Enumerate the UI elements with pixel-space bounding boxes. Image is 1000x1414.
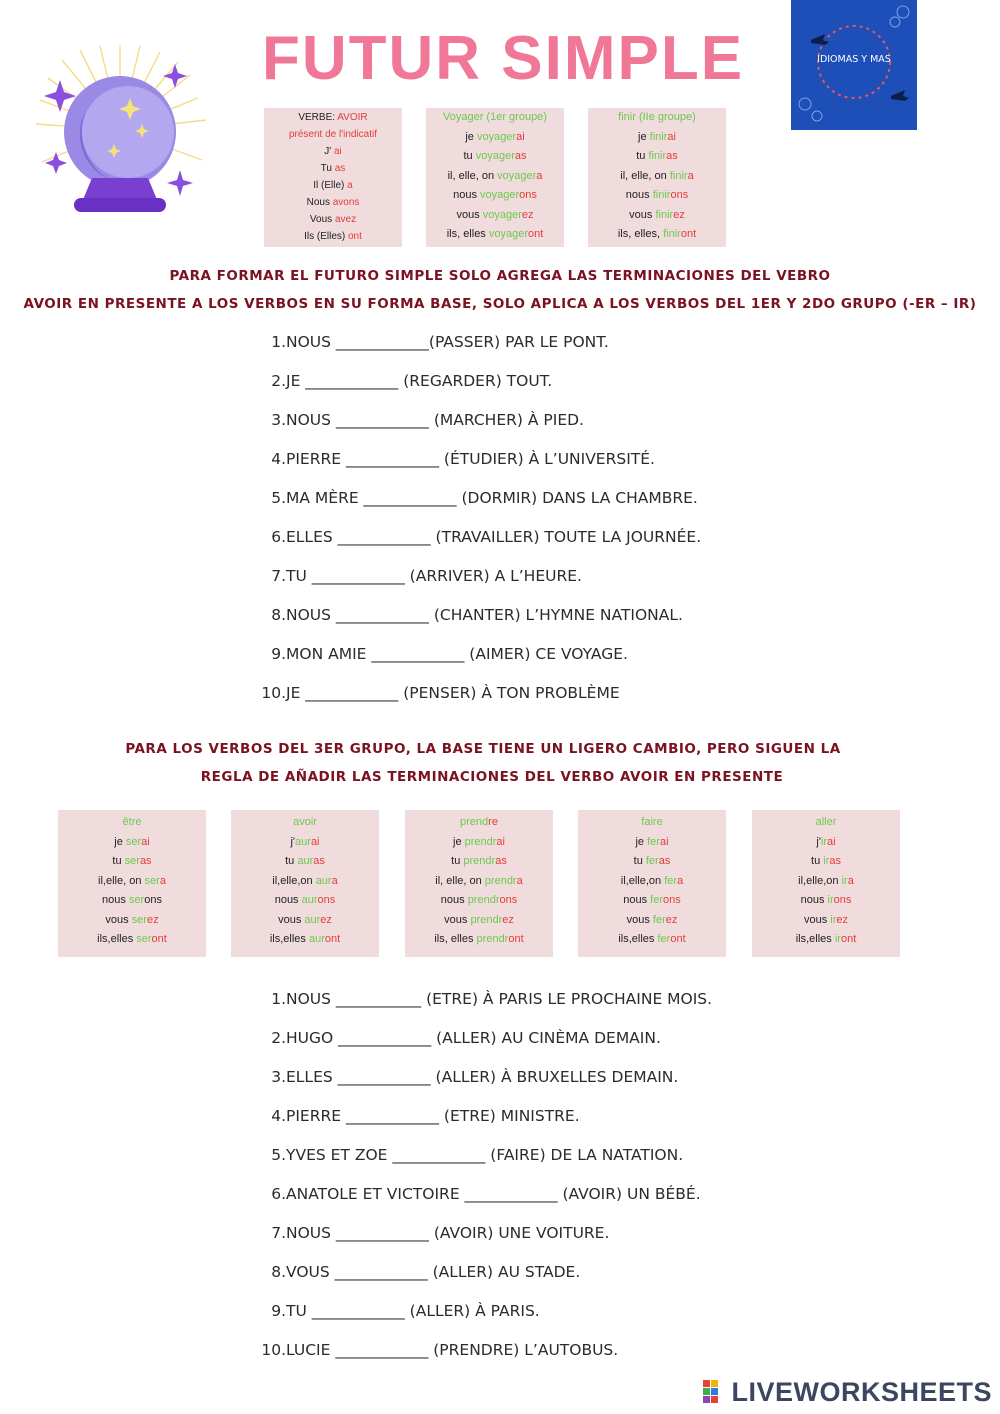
conjugation-line: [752, 891, 900, 911]
conjugation-line: [264, 109, 402, 126]
conjugation-segment: vous: [105, 913, 132, 926]
conjugation-segment: avez: [334, 214, 357, 225]
exercise-number: 8.: [271, 606, 286, 624]
conjugation-segment: ai: [496, 835, 505, 848]
conjugation-segment: voyager: [480, 189, 520, 201]
exercise-number: 6.: [271, 1185, 286, 1203]
conjugation-segment: vous: [803, 913, 831, 926]
conjugation-line: [752, 833, 900, 853]
conjugation-segment: nous: [625, 189, 653, 201]
conjugation-segment: nous: [800, 894, 828, 906]
exercise-text: MA MÈRE ____________ (DORMIR) DANS LA CHAMBRE.: [286, 489, 698, 507]
conjugation-segment: ez: [320, 913, 332, 926]
conjugation-segment: tu: [112, 855, 125, 867]
conjugation-segment: ser: [125, 835, 142, 848]
exercise-number: 7.: [271, 567, 286, 585]
liveworksheets-logo-icon: [703, 1380, 727, 1404]
conjugation-segment: fer: [645, 855, 659, 867]
conjugation-segment: ir: [841, 874, 848, 887]
conjugation-segment: ons: [144, 894, 162, 906]
conjugation-segment: ir: [827, 894, 834, 906]
conjugation-segment: prendr: [484, 874, 517, 887]
conjugation-segment: je: [114, 835, 126, 848]
conjugation-segment: nous: [102, 894, 129, 906]
conjugation-line: [264, 194, 402, 211]
conjugation-segment: finir: [663, 228, 681, 240]
conjugation-segment: Il (Elle): [313, 180, 348, 191]
conjugation-segment: être: [122, 816, 142, 828]
exercise-item: [250, 1224, 609, 1242]
exercise-number: 5.: [271, 489, 286, 507]
exercise-item: [250, 333, 609, 351]
conjugation-segment: finir: [649, 130, 668, 143]
conjugation-line: [231, 872, 379, 892]
conjugation-segment: Vous: [309, 214, 335, 225]
conjugation-segment: prendr: [470, 913, 503, 926]
exercise-text: VOUS ____________ (ALLER) AU STADE.: [286, 1263, 581, 1281]
conjugation-segment: vous: [456, 208, 483, 221]
conjugation-segment: ai: [333, 146, 342, 157]
conjugation-segment: finir: [648, 150, 667, 162]
exercise-item: [250, 1068, 678, 1086]
exercise-text: MON AMIE ____________ (AIMER) CE VOYAGE.: [286, 645, 628, 663]
conjugation-segment: ils, elles: [446, 228, 489, 240]
conjugation-segment: as: [313, 855, 325, 867]
conjugation-line: [426, 167, 564, 187]
conjugation-segment: il,elle, on: [98, 874, 145, 887]
conjugation-segment: ez: [521, 208, 534, 221]
exercise-text: NOUS ____________(PASSER) PAR LE PONT.: [286, 333, 609, 351]
exercise-item: [250, 1146, 683, 1164]
conjugation-segment: ez: [146, 913, 159, 926]
conjugation-box-avoir: [264, 108, 402, 247]
conjugation-segment: aur: [297, 855, 314, 867]
exercise-item: [250, 411, 584, 429]
conjugation-segment: ons: [317, 894, 336, 906]
conjugation-segment: tu: [636, 150, 649, 162]
exercise-number: 7.: [271, 1224, 286, 1242]
conjugation-segment: ai: [659, 835, 669, 848]
conjugation-line: [588, 167, 726, 187]
conjugation-segment: as: [666, 150, 678, 162]
conjugation-line: [588, 186, 726, 206]
conjugation-line: [405, 872, 553, 892]
conjugation-line: [752, 852, 900, 872]
conjugation-segment: as: [658, 855, 671, 867]
conjugation-segment: fer: [650, 894, 663, 906]
conjugation-line: [588, 128, 726, 148]
conjugation-segment: ils,elles: [269, 933, 309, 945]
conjugation-segment: ser: [124, 855, 140, 867]
conjugation-segment: a: [687, 169, 694, 182]
exercise-text: NOUS ____________ (CHANTER) L’HYMNE NATIONAL.: [286, 606, 683, 624]
conjugation-line: [264, 126, 402, 143]
conjugation-segment: nous: [274, 894, 302, 906]
conjugation-line: [264, 160, 402, 177]
conjugation-segment: ser: [144, 874, 160, 887]
conjugation-segment: ils, elles: [434, 933, 477, 945]
exercise-text: TU ____________ (ALLER) À PARIS.: [286, 1302, 540, 1320]
exercise-item: [250, 645, 628, 663]
conjugation-line: [264, 177, 402, 194]
conjugation-segment: il, elle, on: [447, 169, 498, 182]
conjugation-box-avoir-future: [231, 810, 379, 957]
conjugation-box-prendre: [405, 810, 553, 957]
conjugation-segment: présent de l'indicatif: [288, 129, 378, 140]
conjugation-segment: ir: [830, 913, 837, 926]
conjugation-segment: voyager: [475, 150, 515, 162]
conjugation-segment: finir (IIe groupe): [618, 111, 696, 123]
conjugation-segment: faire: [641, 816, 663, 828]
conjugation-segment: tu: [633, 855, 646, 867]
conjugation-line: [578, 852, 726, 872]
conjugation-line: [752, 872, 900, 892]
exercise-text: ANATOLE ET VICTOIRE ____________ (AVOIR) UN BÉBÉ.: [286, 1185, 701, 1203]
conjugation-line: [405, 852, 553, 872]
conjugation-segment: finir: [652, 189, 671, 201]
exercise-text: TU ____________ (ARRIVER) A L’HEURE.: [286, 567, 582, 585]
conjugation-segment: a: [516, 874, 523, 887]
conjugation-segment: voyager: [482, 208, 522, 221]
conjugation-segment: prendr: [476, 933, 509, 945]
exercise-item: [250, 1302, 540, 1320]
conjugation-segment: a: [331, 874, 338, 887]
exercise-item: [250, 567, 582, 585]
conjugation-segment: tu: [451, 855, 464, 867]
conjugation-line: [58, 891, 206, 911]
exercise-text: NOUS ____________ (MARCHER) À PIED.: [286, 411, 584, 429]
conjugation-segment: avoir: [293, 816, 317, 828]
conjugation-segment: voyager: [476, 130, 517, 143]
conjugation-segment: ons: [519, 189, 537, 201]
conjugation-line: [231, 813, 379, 833]
conjugation-segment: ai: [827, 835, 836, 848]
conjugation-line: [264, 143, 402, 160]
conjugation-segment: ir: [820, 835, 828, 848]
conjugation-line: [231, 930, 379, 950]
exercise-text: ELLES ____________ (ALLER) À BRUXELLES DEMAIN.: [286, 1068, 679, 1086]
conjugation-line: [405, 930, 553, 950]
exercise-number: 9.: [271, 645, 286, 663]
conjugation-segment: ont: [324, 933, 341, 945]
conjugation-segment: J': [324, 146, 334, 157]
conjugation-line: [588, 147, 726, 167]
conjugation-segment: as: [334, 163, 346, 174]
conjugation-segment: ons: [499, 894, 518, 906]
exercise-text: PIERRE ____________ (ETRE) MINISTRE.: [286, 1107, 580, 1125]
conjugation-segment: ont: [151, 933, 167, 945]
conjugation-segment: nous: [440, 894, 468, 906]
exercise-item: [250, 1107, 580, 1125]
exercise-number: 3.: [271, 1068, 286, 1086]
conjugation-segment: j': [290, 835, 296, 848]
conjugation-segment: a: [677, 874, 684, 887]
conjugation-line: [578, 872, 726, 892]
conjugation-segment: tu: [285, 855, 298, 867]
conjugation-segment: ils,elles: [795, 933, 835, 945]
conjugation-box-etre: [58, 810, 206, 957]
conjugation-line: [426, 147, 564, 167]
conjugation-segment: ons: [663, 894, 681, 906]
conjugation-line: [578, 891, 726, 911]
conjugation-segment: aur: [304, 913, 321, 926]
exercise-text: NOUS ____________ (AVOIR) UNE VOITURE.: [286, 1224, 610, 1242]
conjugation-segment: ils,elles: [618, 933, 658, 945]
conjugation-segment: Ils (Elles): [304, 231, 348, 242]
conjugation-line: [405, 891, 553, 911]
conjugation-segment: Tu: [320, 163, 335, 174]
conjugation-segment: ez: [665, 913, 678, 926]
instruction-line: REGLA DE AÑADIR LAS TERMINACIONES DEL VERBO AVOIR EN PRESENTE: [200, 769, 784, 785]
conjugation-segment: il, elle, on: [435, 874, 485, 887]
exercise-text: NOUS ___________ (ETRE) À PARIS LE PROCHAINE MOIS.: [286, 990, 713, 1008]
exercise-number: 10.: [261, 1341, 286, 1359]
conjugation-line: [405, 833, 553, 853]
exercise-text: PIERRE ____________ (ÉTUDIER) À L’UNIVERSITÉ.: [286, 450, 655, 468]
exercise-number: 10.: [261, 684, 286, 702]
conjugation-line: [578, 911, 726, 931]
conjugation-segment: ons: [670, 189, 689, 201]
conjugation-segment: fer: [647, 835, 660, 848]
conjugation-line: [231, 852, 379, 872]
conjugation-segment: je: [465, 130, 477, 143]
conjugation-segment: vous: [629, 208, 656, 221]
conjugation-segment: as: [139, 855, 152, 867]
conjugation-segment: avons: [332, 197, 360, 208]
instruction-line: AVOIR EN PRESENTE A LOS VERBOS EN SU FORMA BASE, SOLO APLICA A LOS VERBOS DEL 1ER Y 2DO GRUPO (-ER – IR): [23, 296, 977, 312]
conjugation-segment: a: [159, 874, 166, 887]
conjugation-line: [58, 872, 206, 892]
conjugation-segment: voyager: [497, 169, 537, 182]
conjugation-segment: ir: [834, 933, 841, 945]
conjugation-segment: nous: [453, 189, 481, 201]
conjugation-segment: prendr: [467, 894, 500, 906]
conjugation-segment: a: [347, 180, 353, 191]
exercise-number: 8.: [271, 1263, 286, 1281]
conjugation-segment: prendr: [464, 835, 497, 848]
conjugation-line: [231, 833, 379, 853]
exercise-text: YVES ET ZOE ____________ (FAIRE) DE LA NATATION.: [286, 1146, 684, 1164]
conjugation-segment: je: [638, 130, 650, 143]
brand-logo: [791, 0, 917, 130]
conjugation-line: [588, 225, 726, 245]
conjugation-line: [405, 911, 553, 931]
conjugation-segment: voyager: [488, 228, 529, 240]
conjugation-box-faire: [578, 810, 726, 957]
exercise-number: 4.: [271, 1107, 286, 1125]
conjugation-segment: Nous: [306, 197, 333, 208]
conjugation-segment: VERBE:: [298, 112, 338, 123]
conjugation-segment: Voyager (1er groupe): [443, 111, 547, 123]
conjugation-segment: aur: [295, 835, 311, 848]
conjugation-segment: prend: [460, 816, 489, 828]
conjugation-segment: ils, elles,: [617, 228, 664, 240]
conjugation-line: [426, 225, 564, 245]
conjugation-segment: ont: [670, 933, 686, 945]
instruction-line: PARA LOS VERBOS DEL 3ER GRUPO, LA BASE TIENE UN LIGERO CAMBIO, PERO SIGUEN LA: [125, 741, 841, 757]
exercise-text: ELLES ____________ (TRAVAILLER) TOUTE LA JOURNÉE.: [286, 528, 702, 546]
conjugation-line: [752, 911, 900, 931]
conjugation-segment: ez: [836, 913, 849, 926]
conjugation-segment: AVOIR: [337, 112, 368, 123]
conjugation-line: [231, 891, 379, 911]
conjugation-box-aller: [752, 810, 900, 957]
conjugation-line: [578, 813, 726, 833]
conjugation-box-finir: [588, 108, 726, 247]
conjugation-segment: ser: [131, 913, 147, 926]
conjugation-segment: fer: [657, 933, 671, 945]
exercise-item: [250, 606, 683, 624]
conjugation-segment: nous: [623, 894, 651, 906]
conjugation-segment: il,elle,on: [272, 874, 316, 887]
conjugation-line: [578, 833, 726, 853]
conjugation-segment: ai: [310, 835, 320, 848]
conjugation-segment: ez: [673, 208, 685, 221]
conjugation-segment: ez: [502, 913, 514, 926]
conjugation-segment: finir: [669, 169, 688, 182]
exercise-item: [250, 684, 620, 702]
exercise-number: 4.: [271, 450, 286, 468]
conjugation-line: [264, 211, 402, 228]
instruction-line: PARA FORMAR EL FUTURO SIMPLE SOLO AGREGA LAS TERMINACIONES DEL VEBRO: [169, 268, 831, 284]
conjugation-segment: ons: [833, 894, 852, 906]
exercise-item: [250, 528, 701, 546]
conjugation-line: [58, 813, 206, 833]
conjugation-segment: a: [536, 169, 543, 182]
conjugation-line: [588, 206, 726, 226]
conjugation-segment: ont: [680, 228, 697, 240]
conjugation-segment: il,elle,on: [620, 874, 665, 887]
conjugation-segment: vous: [626, 913, 653, 926]
conjugation-segment: il,elle,on: [798, 874, 842, 887]
conjugation-line: [426, 206, 564, 226]
conjugation-segment: ils,elles: [97, 933, 137, 945]
conjugation-segment: j': [816, 835, 821, 848]
conjugation-segment: aur: [301, 894, 318, 906]
conjugation-segment: fer: [652, 913, 666, 926]
conjugation-line: [426, 186, 564, 206]
exercise-item: [250, 1341, 618, 1359]
conjugation-segment: a: [847, 874, 854, 887]
conjugation-segment: ai: [516, 130, 525, 143]
conjugation-box-voyager: [426, 108, 564, 247]
exercise-number: 9.: [271, 1302, 286, 1320]
exercise-item: [250, 990, 712, 1008]
conjugation-segment: il, elle, on: [620, 169, 670, 182]
exercise-number: 6.: [271, 528, 286, 546]
conjugation-segment: aur: [308, 933, 325, 945]
conjugation-line: [58, 852, 206, 872]
conjugation-line: [588, 108, 726, 128]
conjugation-segment: as: [514, 150, 527, 162]
conjugation-line: [264, 228, 402, 245]
exercise-number: 1.: [271, 333, 286, 351]
conjugation-segment: je: [453, 835, 465, 848]
conjugation-segment: ser: [128, 894, 145, 906]
exercise-item: [250, 1263, 580, 1281]
conjugation-line: [58, 833, 206, 853]
conjugation-line: [578, 930, 726, 950]
conjugation-segment: tu: [463, 150, 476, 162]
conjugation-segment: vous: [444, 913, 471, 926]
exercise-number: 5.: [271, 1146, 286, 1164]
conjugation-segment: ir: [823, 855, 830, 867]
page-title: FUTUR SIMPLE: [262, 24, 745, 93]
exercise-text: JE ____________ (REGARDER) TOUT.: [286, 372, 553, 390]
conjugation-line: [405, 813, 553, 833]
exercise-item: [250, 450, 655, 468]
exercise-number: 1.: [271, 990, 286, 1008]
exercise-item: [250, 1185, 701, 1203]
exercise-text: JE ____________ (PENSER) À TON PROBLÈME: [286, 684, 620, 702]
conjugation-line: [58, 911, 206, 931]
exercise-text: HUGO ____________ (ALLER) AU CINÈMA DEMAIN.: [286, 1029, 661, 1047]
exercise-item: [250, 489, 698, 507]
exercise-item: [250, 372, 552, 390]
conjugation-segment: prendr: [463, 855, 496, 867]
conjugation-segment: ont: [528, 228, 544, 240]
exercise-number: 2.: [271, 372, 286, 390]
crystal-ball-icon: [30, 40, 210, 220]
conjugation-line: [426, 128, 564, 148]
conjugation-line: [752, 813, 900, 833]
conjugation-segment: ai: [667, 130, 676, 143]
conjugation-line: [426, 108, 564, 128]
conjugation-segment: as: [829, 855, 841, 867]
logo-emblem-icon: [791, 0, 917, 130]
exercise-item: [250, 1029, 661, 1047]
conjugation-segment: je: [635, 835, 648, 848]
conjugation-segment: aur: [315, 874, 332, 887]
conjugation-line: [231, 911, 379, 931]
conjugation-segment: finir: [655, 208, 674, 221]
exercise-number: 3.: [271, 411, 286, 429]
exercise-text: LUCIE ____________ (PRENDRE) L’AUTOBUS.: [286, 1341, 619, 1359]
conjugation-segment: ser: [136, 933, 152, 945]
conjugation-segment: tu: [811, 855, 824, 867]
conjugation-segment: ont: [348, 231, 362, 242]
conjugation-line: [58, 930, 206, 950]
conjugation-segment: aller: [815, 816, 837, 828]
conjugation-segment: ai: [141, 835, 150, 848]
conjugation-segment: vous: [278, 913, 305, 926]
conjugation-segment: ont: [840, 933, 857, 945]
logo-text: IDIOMAS Y MAS: [817, 54, 891, 65]
conjugation-segment: re: [488, 816, 498, 828]
conjugation-line: [752, 930, 900, 950]
exercise-number: 2.: [271, 1029, 286, 1047]
footer-brand: LIVEWORKSHEETS: [731, 1377, 992, 1407]
conjugation-segment: fer: [664, 874, 678, 887]
conjugation-segment: as: [495, 855, 507, 867]
conjugation-segment: ont: [508, 933, 524, 945]
